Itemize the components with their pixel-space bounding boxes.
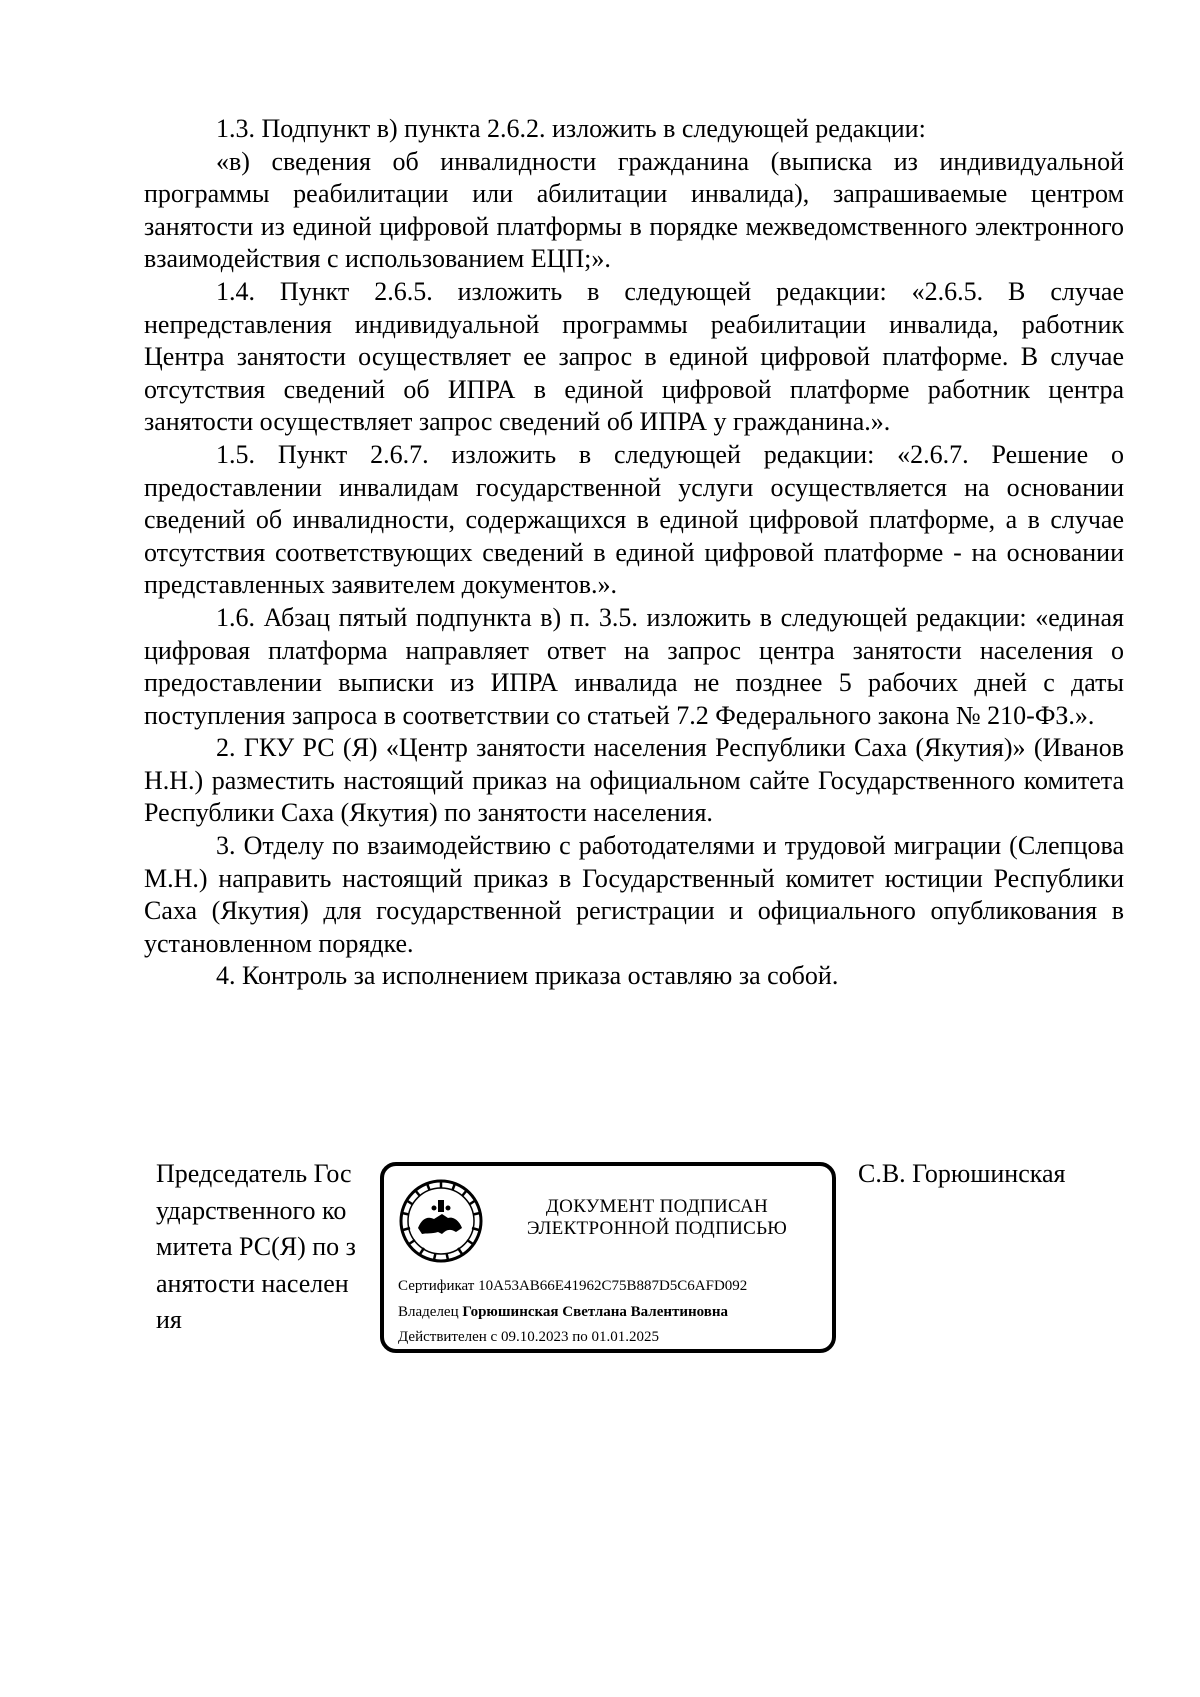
signatory-name: С.В. Горюшинская (858, 1159, 1066, 1188)
certificate-label: Сертификат (398, 1278, 475, 1294)
paragraph-4: 4. Контроль за исполнением приказа оставляю за собой. (216, 961, 839, 991)
valid-to: 01.01.2025 (591, 1329, 659, 1345)
signatory-title: Председатель Государственного комитета РС(Я) по занятости населения (156, 1159, 356, 1334)
stamp-heading (492, 1196, 822, 1240)
stamp-heading-line2: ЭЛЕКТРОННОЙ ПОДПИСЬЮ (526, 1218, 788, 1239)
paragraph-1-3: 1.3. Подпункт в) пункта 2.6.2. изложить в следующей редакции: (216, 114, 926, 143)
paragraph-2: 2. ГКУ РС (Я) «Центр занятости населения Республики Саха (Якутия)» (Иванов Н.Н.) разместить настоящий приказ на официальном сайте Государственного комитета Республики Саха (Якутия) по занятости населения. (144, 733, 1124, 828)
valid-from: 09.10.2023 (500, 1329, 569, 1345)
stamp-details (398, 1274, 828, 1351)
valid-label: Действителен с (398, 1329, 498, 1345)
paragraph-1-3-text: «в) сведения об инвалидности гражданина (выписка из индивидуальной программы реабилитации или абилитации инвалида), запрашиваемые центром занятости из единой цифровой платформы в порядке межведомственного электронного взаимодействия с использованием ЕЦП;». (144, 146, 1124, 274)
certificate-value: 10A53AB66E41962C75B887D5C6AFD092 (478, 1278, 748, 1294)
stamp-heading-line1: ДОКУМЕНТ ПОДПИСАН (545, 1196, 769, 1217)
validity-line (398, 1325, 828, 1351)
owner-value: Горюшинская Светлана Валентиновна (462, 1303, 729, 1320)
owner-label: Владелец (398, 1303, 459, 1320)
paragraph-1-5: 1.5. Пункт 2.6.7. изложить в следующей редакции: «2.6.7. Решение о предоставлении инвалидам государственной услуги осуществляется на основании сведений об инвалидности, содержащихся в единой цифровой платформе, а в случае отсутствия соответствующих сведений в единой цифровой платформе - на основании представленных заявителем документов.». (144, 439, 1124, 600)
paragraph-1-4: 1.4. Пункт 2.6.5. изложить в следующей редакции: «2.6.5. В случае непредставления индивидуальной программы реабилитации инвалида, работник Центра занятости осуществляет ее запрос в единой цифровой платформе. В случае отсутствия сведений об ИПРА в единой цифровой платформе работник центра занятости осуществляет запрос сведений об ИПРА у гражданина.». (144, 276, 1124, 437)
paragraph-3: 3. Отделу по взаимодействию с работодателями и трудовой миграции (Слепцова М.Н.) направить настоящий приказ в Государственный комитет юстиции Республики Саха (Якутия) для государственной регистрации и официального опубликования в установленном порядке. (144, 831, 1124, 958)
paragraph-1-6: 1.6. Абзац пятый подпункта в) п. 3.5. изложить в следующей редакции: «единая цифровая платформа направляет ответ на запрос центра занятости населения о предоставлении выписки из ИПРА инвалида не позднее 5 рабочих дней с даты поступления запроса в соответствии со статьей 7.2 Федерального закона № 210-ФЗ.». (144, 602, 1124, 730)
certificate-line (398, 1274, 828, 1300)
owner-line (398, 1300, 828, 1326)
document-body (144, 113, 1124, 993)
state-emblem-icon (398, 1178, 484, 1264)
electronic-signature-stamp (380, 1162, 836, 1353)
valid-to-label: по (572, 1329, 588, 1345)
